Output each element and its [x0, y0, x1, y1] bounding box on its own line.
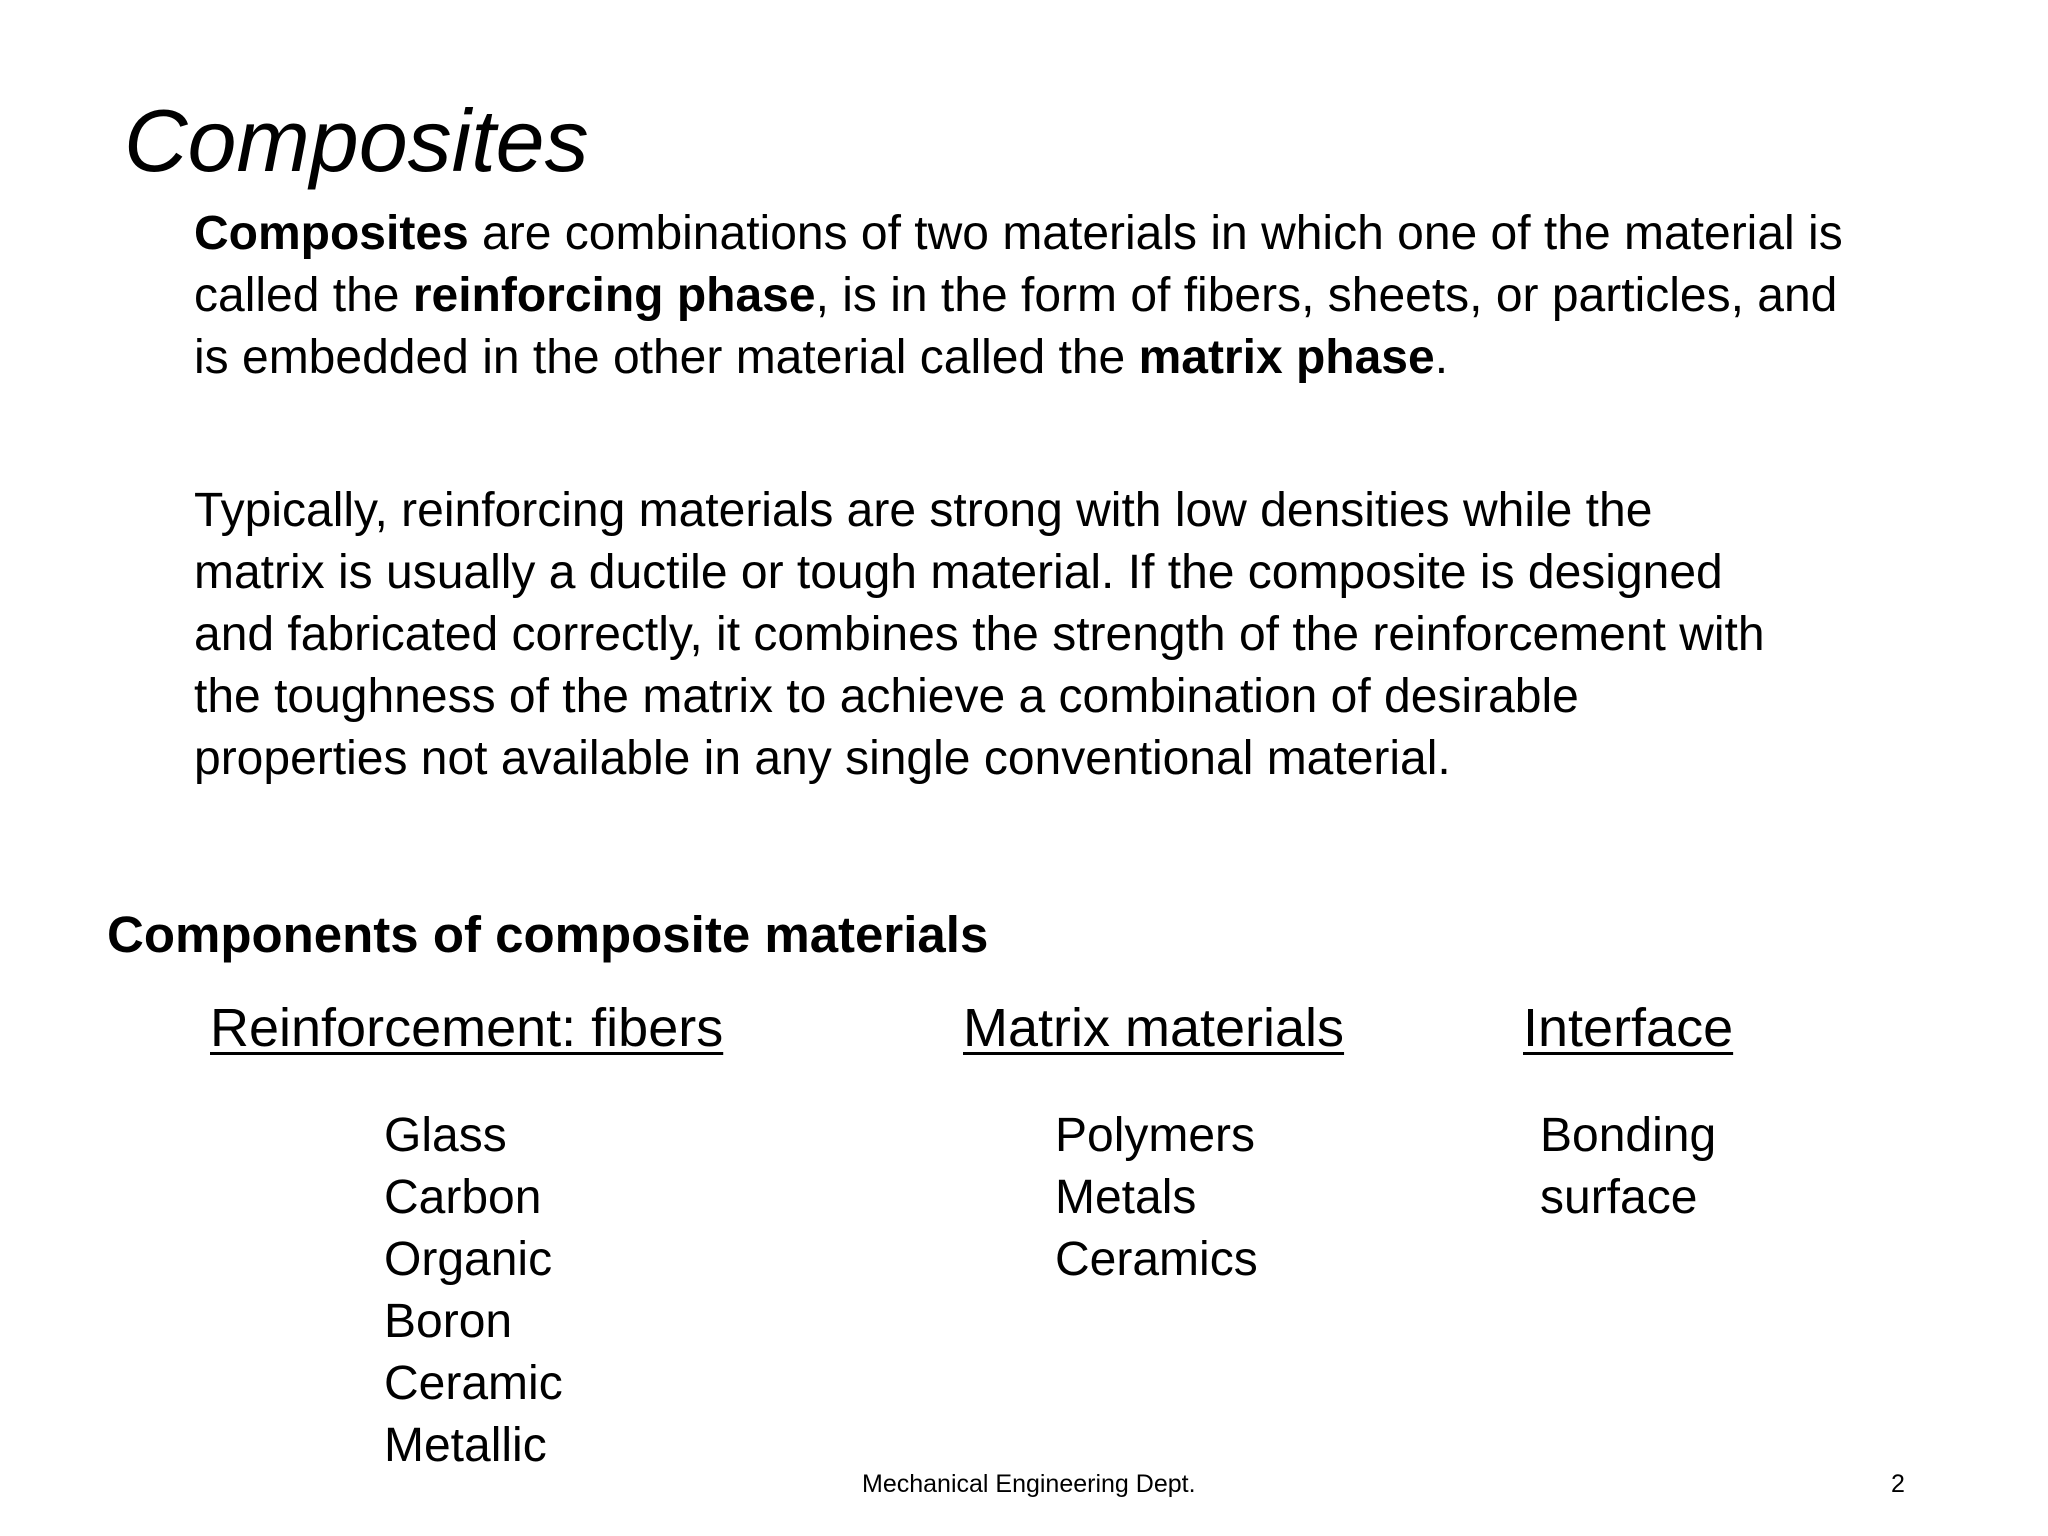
paragraph-line: [194, 203, 2014, 265]
slide-title: Composites: [124, 90, 589, 190]
paragraph-line: Typically, reinforcing materials are strong with low densities while the: [194, 484, 1653, 537]
reinforcement-list: [384, 1105, 563, 1477]
list-item: Carbon: [384, 1171, 542, 1224]
text-run: .: [1434, 331, 1449, 384]
column-heading-matrix: Matrix materials: [963, 998, 1345, 1058]
column-heading-interface: Interface: [1523, 998, 1734, 1058]
column-heading-reinforcement: Reinforcement: fibers: [210, 998, 724, 1058]
paragraph-line: matrix is usually a ductile or tough material. If the composite is designed: [194, 546, 1723, 599]
list-item: Metals: [1055, 1171, 1197, 1224]
list-item: surface: [1540, 1171, 1698, 1224]
interface-list: [1540, 1105, 1716, 1229]
list-item: Polymers: [1055, 1109, 1256, 1162]
text-run: , is in the form of fibers, sheets, or particles, and: [815, 269, 1838, 322]
list-item: Bonding: [1540, 1109, 1717, 1162]
paragraph-line: [194, 265, 2014, 327]
list-item: Ceramics: [1055, 1233, 1258, 1286]
paragraph-line: properties not available in any single conventional material.: [194, 732, 1451, 785]
matrix-list: [1055, 1105, 1258, 1291]
text-run: is embedded in the other material called the: [194, 331, 1139, 384]
list-item: Glass: [384, 1109, 507, 1162]
paragraph-line: [194, 327, 2014, 389]
footer-department: Mechanical Engineering Dept.: [862, 1470, 1196, 1498]
bold-term: matrix phase: [1138, 331, 1435, 384]
bold-term: reinforcing phase: [412, 269, 816, 322]
list-item: Organic: [384, 1233, 553, 1286]
text-run: called the: [194, 269, 413, 322]
section-heading: Components of composite materials: [107, 906, 989, 964]
definition-paragraph: [194, 203, 2014, 389]
text-run: are combinations of two materials in which one of the material is: [468, 207, 1843, 260]
paragraph-line: and fabricated correctly, it combines the strength of the reinforcement with: [194, 608, 1765, 661]
list-item: Boron: [384, 1295, 513, 1348]
list-item: Metallic: [384, 1419, 547, 1472]
page-number: 2: [1891, 1470, 1905, 1498]
explanation-paragraph: [194, 480, 2014, 790]
paragraph-line: the toughness of the matrix to achieve a combination of desirable: [194, 670, 1579, 723]
bold-term: Composites: [194, 207, 469, 260]
list-item: Ceramic: [384, 1357, 563, 1410]
